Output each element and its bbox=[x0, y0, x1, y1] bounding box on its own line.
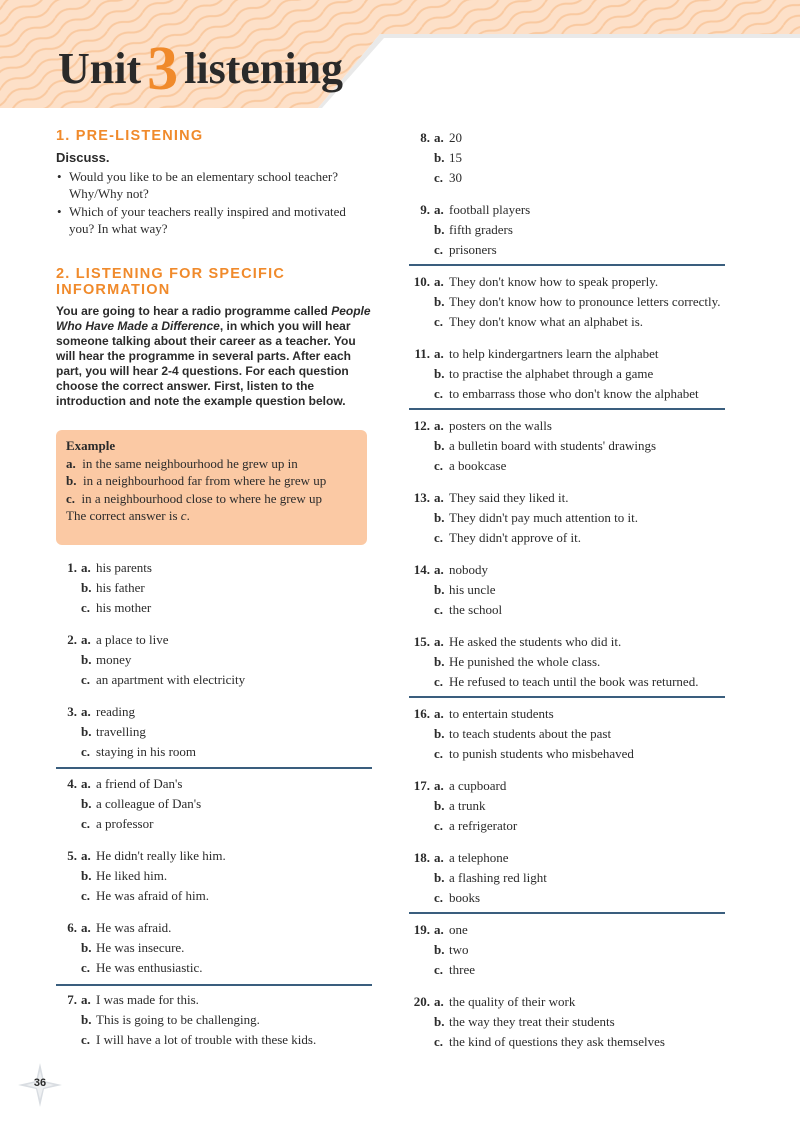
option-letter: b. bbox=[434, 366, 445, 381]
option-letter: a. bbox=[81, 920, 91, 935]
option-text: a friend of Dan's bbox=[96, 776, 183, 791]
answer-option[interactable] bbox=[409, 634, 725, 654]
answer-option[interactable] bbox=[409, 798, 725, 818]
question bbox=[409, 850, 725, 910]
option-letter: c. bbox=[434, 458, 444, 473]
option-letter: a. bbox=[434, 418, 444, 433]
question-number: 19. bbox=[413, 922, 430, 937]
answer-option[interactable] bbox=[56, 920, 372, 940]
question-number: 12. bbox=[413, 418, 430, 433]
option-letter: c. bbox=[434, 1034, 444, 1049]
page-number: 36 bbox=[33, 1077, 47, 1089]
option-text: to practise the alphabet through a game bbox=[449, 366, 654, 381]
option-text: the way they treat their students bbox=[449, 1014, 615, 1029]
option-letter: b. bbox=[434, 294, 445, 309]
answer-option[interactable] bbox=[409, 242, 725, 262]
option-letter: b. bbox=[81, 652, 92, 667]
option-letter: b. bbox=[81, 724, 92, 739]
option-text: nobody bbox=[449, 562, 488, 577]
section-divider bbox=[409, 408, 725, 410]
option-text: a bulletin board with students' drawings bbox=[449, 438, 657, 453]
option-letter: c. bbox=[434, 170, 444, 185]
option-letter: c. bbox=[81, 600, 91, 615]
question-number: 9. bbox=[420, 202, 430, 217]
option-letter: a. bbox=[434, 202, 444, 217]
option-letter: c. bbox=[81, 744, 91, 759]
option-text: to entertain students bbox=[449, 706, 554, 721]
answer-option[interactable] bbox=[56, 652, 372, 672]
answer-option[interactable] bbox=[409, 1014, 725, 1034]
question bbox=[56, 632, 372, 692]
option-text: the quality of their work bbox=[449, 994, 576, 1009]
discussion-question: • Which of your teachers really inspired and motivated you? In what way? bbox=[57, 204, 346, 236]
question-number: 6. bbox=[67, 920, 77, 935]
option-letter: b. bbox=[434, 1014, 445, 1029]
answer-option[interactable] bbox=[409, 294, 725, 314]
question-number: 17. bbox=[413, 778, 430, 793]
option-text: I was made for this. bbox=[96, 992, 199, 1007]
option-text: travelling bbox=[96, 724, 146, 739]
option-letter: a. bbox=[81, 992, 91, 1007]
option-letter: a. bbox=[434, 490, 444, 505]
answer-option[interactable] bbox=[409, 778, 725, 798]
option-text: a colleague of Dan's bbox=[96, 796, 202, 811]
example-option: a. in the same neighbourhood he grew up in bbox=[66, 455, 298, 471]
section-divider bbox=[409, 264, 725, 266]
option-letter: a. bbox=[434, 706, 444, 721]
option-letter: b. bbox=[81, 940, 92, 955]
option-text: to help kindergartners learn the alphabet bbox=[449, 346, 659, 361]
option-letter: b. bbox=[434, 798, 445, 813]
question bbox=[56, 848, 372, 908]
answer-option[interactable] bbox=[409, 1034, 725, 1054]
answer-option[interactable] bbox=[409, 674, 725, 694]
answer-option[interactable] bbox=[409, 530, 725, 550]
example-title: Example bbox=[66, 438, 116, 453]
answer-option[interactable] bbox=[56, 992, 372, 1012]
option-text: He was afraid of him. bbox=[96, 888, 209, 903]
option-letter: a. bbox=[81, 848, 91, 863]
option-letter: c. bbox=[434, 602, 444, 617]
option-letter: a. bbox=[434, 346, 444, 361]
option-text: He liked him. bbox=[96, 868, 168, 883]
option-letter: a. bbox=[434, 778, 444, 793]
option-letter: b. bbox=[434, 726, 445, 741]
question bbox=[56, 920, 372, 980]
option-letter: a. bbox=[434, 994, 444, 1009]
pre-listening-heading: 1. PRE-LISTENING bbox=[56, 128, 204, 144]
question bbox=[409, 706, 725, 766]
option-letter: c. bbox=[81, 816, 91, 831]
question bbox=[56, 560, 372, 620]
section-divider bbox=[409, 696, 725, 698]
answer-option[interactable] bbox=[409, 170, 725, 190]
option-letter: c. bbox=[434, 890, 444, 905]
option-text: He was enthusiastic. bbox=[96, 960, 203, 975]
option-text: one bbox=[449, 922, 468, 937]
option-letter: c. bbox=[434, 386, 444, 401]
option-text: He didn't really like him. bbox=[96, 848, 226, 863]
question bbox=[409, 418, 725, 478]
option-letter: b. bbox=[81, 580, 92, 595]
answer-option[interactable] bbox=[56, 600, 372, 620]
option-text: to teach students about the past bbox=[449, 726, 612, 741]
option-letter: a. bbox=[434, 562, 444, 577]
option-letter: c. bbox=[434, 242, 444, 257]
option-text: He was afraid. bbox=[96, 920, 172, 935]
option-letter: c. bbox=[434, 746, 444, 761]
option-text: posters on the walls bbox=[449, 418, 552, 433]
question-number: 4. bbox=[67, 776, 77, 791]
option-letter: a. bbox=[81, 632, 91, 647]
answer-option[interactable] bbox=[409, 850, 725, 870]
question bbox=[409, 922, 725, 982]
left-column bbox=[56, 128, 372, 409]
answer-option[interactable] bbox=[409, 490, 725, 510]
answer-option[interactable] bbox=[409, 458, 725, 478]
answer-option[interactable] bbox=[409, 942, 725, 962]
answer-option[interactable] bbox=[409, 962, 725, 982]
option-letter: b. bbox=[434, 438, 445, 453]
answer-option[interactable] bbox=[409, 582, 725, 602]
option-text: a flashing red light bbox=[449, 870, 547, 885]
question-number: 18. bbox=[413, 850, 430, 865]
answer-option[interactable] bbox=[56, 580, 372, 600]
question bbox=[409, 346, 725, 406]
option-text: books bbox=[449, 890, 481, 905]
unit-word: Unit bbox=[58, 44, 142, 93]
option-text: reading bbox=[96, 704, 135, 719]
answer-option[interactable] bbox=[56, 816, 372, 836]
question-number: 15. bbox=[413, 634, 430, 649]
unit-number: 3 bbox=[147, 35, 179, 103]
option-text: his father bbox=[96, 580, 145, 595]
question bbox=[56, 704, 372, 764]
question-number: 8. bbox=[420, 130, 430, 145]
option-letter: c. bbox=[81, 672, 91, 687]
option-letter: a. bbox=[434, 850, 444, 865]
option-text: money bbox=[96, 652, 132, 667]
answer-option[interactable] bbox=[409, 438, 725, 458]
answer-option[interactable] bbox=[56, 744, 372, 764]
option-text: an apartment with electricity bbox=[96, 672, 246, 687]
question bbox=[409, 490, 725, 550]
question bbox=[56, 776, 372, 836]
question-number: 13. bbox=[413, 490, 430, 505]
option-letter: a. bbox=[434, 130, 444, 145]
option-letter: b. bbox=[81, 1012, 92, 1027]
answer-option[interactable] bbox=[409, 386, 725, 406]
answer-option[interactable] bbox=[56, 888, 372, 908]
section-divider bbox=[56, 767, 372, 769]
answer-option[interactable] bbox=[409, 818, 725, 838]
question bbox=[409, 994, 725, 1054]
option-text: a bookcase bbox=[449, 458, 507, 473]
answer-option[interactable] bbox=[56, 868, 372, 888]
option-text: They don't know how to pronounce letters correctly. bbox=[449, 294, 721, 309]
answer-option[interactable] bbox=[409, 274, 725, 294]
option-text: prisoners bbox=[449, 242, 497, 257]
option-text: He was insecure. bbox=[96, 940, 185, 955]
option-letter: c. bbox=[81, 888, 91, 903]
question-number: 3. bbox=[67, 704, 77, 719]
option-letter: b. bbox=[434, 942, 445, 957]
answer-option[interactable] bbox=[409, 314, 725, 334]
question-number: 7. bbox=[67, 992, 77, 1007]
discuss-prompt: Discuss. bbox=[56, 150, 110, 165]
question bbox=[409, 202, 725, 262]
option-letter: c. bbox=[81, 1032, 91, 1047]
option-text: They don't know what an alphabet is. bbox=[449, 314, 644, 329]
option-letter: a. bbox=[434, 634, 444, 649]
option-text: They didn't approve of it. bbox=[449, 530, 581, 545]
question-number: 2. bbox=[67, 632, 77, 647]
option-text: staying in his room bbox=[96, 744, 197, 759]
option-text: his uncle bbox=[449, 582, 496, 597]
option-letter: b. bbox=[434, 150, 445, 165]
answer-option[interactable] bbox=[409, 726, 725, 746]
question-number: 5. bbox=[67, 848, 77, 863]
section-divider bbox=[409, 912, 725, 914]
option-text: a place to live bbox=[96, 632, 169, 647]
option-text: his mother bbox=[96, 600, 152, 615]
option-text: a trunk bbox=[449, 798, 486, 813]
unit-topic: listening bbox=[184, 44, 344, 93]
answer-option[interactable] bbox=[56, 724, 372, 744]
option-letter: c. bbox=[434, 314, 444, 329]
question-number: 10. bbox=[413, 274, 430, 289]
option-text: football players bbox=[449, 202, 531, 217]
option-letter: c. bbox=[81, 960, 91, 975]
answer-option[interactable] bbox=[409, 150, 725, 170]
option-text: the school bbox=[449, 602, 503, 617]
answer-option[interactable] bbox=[409, 602, 725, 622]
answer-option[interactable] bbox=[409, 922, 725, 942]
example-option: b. in a neighbourhood far from where he grew up bbox=[66, 473, 327, 488]
listening-instructions: You are going to hear a radio programme called People Who Have Made a Difference, in which you will hear someone talking about their career as a teacher. You will hear the programme in several parts. After each part, you will hear 2-4 questions. For each question choose the correct answer. First, listen to the introduction and note the example question below. bbox=[56, 304, 371, 408]
specific-info-heading: 2. LISTENING FOR SPECIFIC INFORMATION bbox=[56, 266, 285, 298]
option-letter: b. bbox=[81, 796, 92, 811]
question bbox=[409, 562, 725, 622]
answer-option[interactable] bbox=[409, 706, 725, 726]
option-text: He asked the students who did it. bbox=[449, 634, 622, 649]
answer-option[interactable] bbox=[56, 1012, 372, 1032]
option-text: a telephone bbox=[449, 850, 509, 865]
answer-option[interactable] bbox=[56, 960, 372, 980]
discussion-question: • Would you like to be an elementary school teacher? Why/Why not? bbox=[57, 169, 338, 201]
option-text: He punished the whole class. bbox=[449, 654, 601, 669]
option-letter: a. bbox=[434, 922, 444, 937]
option-letter: b. bbox=[434, 222, 445, 237]
option-text: He refused to teach until the book was returned. bbox=[449, 674, 699, 689]
option-letter: b. bbox=[434, 870, 445, 885]
question bbox=[409, 634, 725, 694]
option-text: They said they liked it. bbox=[449, 490, 569, 505]
answer-option[interactable] bbox=[56, 940, 372, 960]
answer-option[interactable] bbox=[409, 130, 725, 150]
question-number: 16. bbox=[413, 706, 430, 721]
answer-option[interactable] bbox=[409, 890, 725, 910]
question-number: 14. bbox=[413, 562, 430, 577]
discussion-questions bbox=[56, 169, 372, 237]
option-letter: c. bbox=[434, 674, 444, 689]
answer-option[interactable] bbox=[56, 672, 372, 692]
example-answer: The correct answer is c. bbox=[66, 508, 190, 523]
option-letter: a. bbox=[434, 274, 444, 289]
option-text: to embarrass those who don't know the alphabet bbox=[449, 386, 699, 401]
option-letter: b. bbox=[434, 654, 445, 669]
option-text: a refrigerator bbox=[449, 818, 518, 833]
answer-option[interactable] bbox=[56, 632, 372, 652]
option-text: 15 bbox=[449, 150, 462, 165]
section-divider bbox=[56, 984, 372, 986]
question bbox=[56, 992, 372, 1052]
question bbox=[409, 274, 725, 334]
answer-option[interactable] bbox=[409, 654, 725, 674]
option-text: I will have a lot of trouble with these kids. bbox=[96, 1032, 317, 1047]
answer-option[interactable] bbox=[409, 510, 725, 530]
option-text: This is going to be challenging. bbox=[96, 1012, 260, 1027]
option-letter: c. bbox=[434, 818, 444, 833]
answer-option[interactable] bbox=[409, 562, 725, 582]
option-text: to punish students who misbehaved bbox=[449, 746, 634, 761]
programme-title: People Who Have Made a Difference bbox=[56, 304, 371, 333]
answer-option[interactable] bbox=[56, 848, 372, 868]
option-text: They didn't pay much attention to it. bbox=[449, 510, 639, 525]
answer-option[interactable] bbox=[409, 870, 725, 890]
example-box bbox=[56, 430, 367, 545]
option-text: fifth graders bbox=[449, 222, 513, 237]
question-number: 1. bbox=[67, 560, 77, 575]
answer-option[interactable] bbox=[409, 202, 725, 222]
answer-option[interactable] bbox=[56, 1032, 372, 1052]
option-letter: c. bbox=[434, 962, 444, 977]
option-text: a professor bbox=[96, 816, 154, 831]
option-letter: c. bbox=[434, 530, 444, 545]
question bbox=[409, 778, 725, 838]
option-letter: b. bbox=[434, 510, 445, 525]
question-number: 20. bbox=[413, 994, 430, 1009]
option-letter: a. bbox=[81, 704, 91, 719]
answer-option[interactable] bbox=[56, 704, 372, 724]
answer-option[interactable] bbox=[56, 560, 372, 580]
question bbox=[409, 130, 725, 190]
answer-option[interactable] bbox=[409, 746, 725, 766]
answer-option[interactable] bbox=[409, 222, 725, 242]
answer-option[interactable] bbox=[56, 776, 372, 796]
option-text: two bbox=[449, 942, 469, 957]
option-letter: a. bbox=[81, 776, 91, 791]
question-number: 11. bbox=[414, 346, 430, 361]
option-letter: b. bbox=[434, 582, 445, 597]
answer-option[interactable] bbox=[56, 796, 372, 816]
option-text: 30 bbox=[449, 170, 462, 185]
option-text: 20 bbox=[449, 130, 462, 145]
answer-option[interactable] bbox=[409, 346, 725, 366]
example-option: c. in a neighbourhood close to where he grew up bbox=[66, 490, 322, 506]
option-text: the kind of questions they ask themselves bbox=[449, 1034, 665, 1049]
option-text: three bbox=[449, 962, 475, 977]
option-text: a cupboard bbox=[449, 778, 507, 793]
answer-option[interactable] bbox=[409, 418, 725, 438]
answer-option[interactable] bbox=[409, 994, 725, 1014]
option-letter: a. bbox=[81, 560, 91, 575]
option-text: They don't know how to speak properly. bbox=[449, 274, 659, 289]
unit-title bbox=[58, 28, 344, 103]
answer-option[interactable] bbox=[409, 366, 725, 386]
option-text: his parents bbox=[96, 560, 152, 575]
option-letter: b. bbox=[81, 868, 92, 883]
